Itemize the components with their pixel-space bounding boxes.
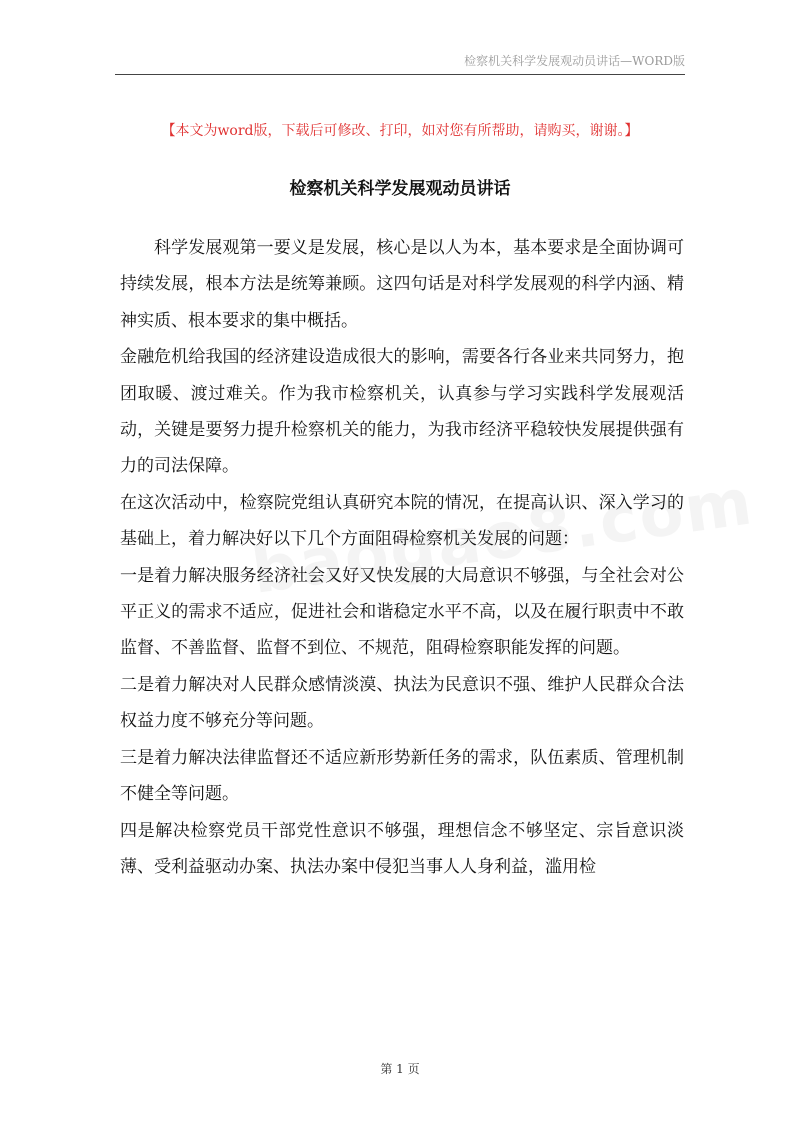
page-header [115, 52, 685, 75]
header-title: 检察机关科学发展观动员讲话—WORD版 [464, 54, 685, 68]
paragraph: 一是着力解决服务经济社会又好又快发展的大局意识不够强，与全社会对公平正义的需求不适应，促进社会和谐稳定水平不高，以及在履行职责中不敢监督、不善监督、监督不到位、不规范，阻碍检察职能发挥的问题。 [120, 565, 684, 659]
paragraph: 四是解决检察党员干部党性意识不够强，理想信念不够坚定、宗旨意识淡薄、受利益驱动办案、执法办案中侵犯当事人人身利益，滥用检 [120, 820, 684, 877]
paragraph: 三是着力解决法律监督还不适应新形势新任务的需求，队伍素质、管理机制不健全等问题。 [120, 747, 684, 805]
paragraph: 金融危机给我国的经济建设造成很大的影响，需要各行各业来共同努力，抱团取暖、渡过难关。作为我市检察机关，认真参与学习实践科学发展观活动，关键是要努力提升检察机关的能力，为我市经济平稳较快发展提供强有力的司法保障。 [120, 347, 684, 477]
paragraph: 二是着力解决对人民群众感情淡漠、执法为民意识不强、维护人民群众合法权益力度不够充分等问题。 [120, 674, 684, 732]
document-title: 检察机关科学发展观动员讲话 [289, 179, 511, 199]
paragraph: 在这次活动中，检察院党组认真研究本院的情况，在提高认识、深入学习的基础上，着力解决好以下几个方面阻碍检察机关发展的问题： [120, 492, 684, 550]
paragraph: 科学发展观第一要义是发展，核心是以人为本，基本要求是全面协调可持续发展，根本方法是统筹兼顾。这四句话是对科学发展观的科学内涵、精神实质、根本要求的集中概括。 [120, 238, 684, 331]
document-body [120, 230, 684, 885]
page-number: 第 1 页 [380, 1062, 420, 1076]
download-notice: 【本文为word版，下载后可修改、打印，如对您有所帮助，请购买，谢谢。】 [161, 123, 639, 139]
